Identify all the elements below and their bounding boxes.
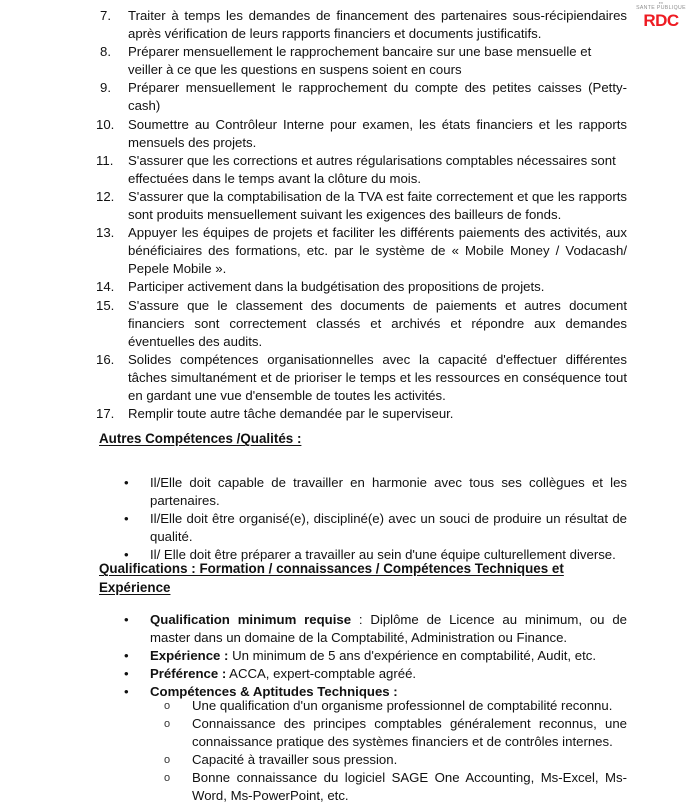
list-item-number: 17. [96,406,115,422]
list-item-number: 8. [100,44,111,60]
list-item [96,278,627,296]
list-item [100,43,627,79]
list-item-number: 14. [96,279,115,295]
sub-bullet-marker: o [164,772,171,785]
list-item [156,751,627,769]
list-item-number: 9. [100,80,111,96]
list-item [96,297,627,351]
list-item-text: Il/ Elle doit être préparer a travailler au sein d'une équipe culturellement diverse. [150,547,616,563]
list-item [118,510,627,546]
list-item-text: S'assure que le classement des documents de paiements et autres document financiers sont correctement classés et archivés et répondre aux demandes éventuelles des audits. [128,297,627,349]
list-item-number: 7. [100,8,111,23]
list-item-text [150,666,416,681]
list-item-text [150,648,596,663]
list-item-text: Soumettre au Contrôleur Interne pour examen, les états financiers et les rapports mensuels des projets. [128,116,627,150]
logo-country-code: RDC [643,10,679,30]
list-item [96,405,627,423]
list-item-number: 13. [96,225,115,241]
list-item-text: S'assurer que la comptabilisation de la TVA est faite correctement et que les rapports sont produits mensuellement suivant les exigences des bailleurs de fonds. [128,188,627,223]
list-item-rest: : Diplôme de Licence au minimum, ou de master dans un domaine de la Comptabilité, Administration ou Finance. [150,612,627,646]
bullet-marker: • [124,511,129,527]
list-item [118,647,627,665]
list-item-label: Qualification minimum requise [150,612,352,627]
list-item [96,351,627,405]
list-item [100,7,627,43]
list-item-number: 11. [96,152,114,168]
list-item-text: Solides compétences organisationnelles avec la capacité d'effectuer différentes tâches simultanément et de prioriser le temps et les ressources en conséquence tout en gardant une vue d'ensemble de toutes les activités. [128,351,627,403]
list-item-number: 12. [96,188,115,204]
list-item-text: Il/Elle doit capable de travailler en harmonie avec tous ses collègues et les partenaires. [150,475,627,509]
list-item [100,79,627,115]
list-item-number: 10. [96,116,115,132]
technical-skills-sub-bullet-list [156,697,627,806]
list-item-text: Remplir toute autre tâche demandée par le superviseur. [128,406,454,422]
list-item-number: 15. [96,297,115,313]
list-item-rest: ACCA, expert-comptable agréé. [226,666,417,682]
list-item [118,611,627,647]
list-item [96,188,627,224]
list-item [118,474,627,510]
bullet-marker: • [124,612,129,627]
list-item-text: Connaissance des principes comptables généralement reconnus, une connaissance pratique des systèmes financiers et de contrôles internes. [192,716,627,750]
section-heading-qualifications-line2: Expérience [99,579,171,595]
list-item [156,715,627,751]
list-item [96,116,627,152]
list-item-text: Participer activement dans la budgétisation des propositions de projets. [128,279,545,295]
sante-publique-rdc-logo [618,2,700,29]
list-item [156,769,627,805]
list-item-text: Bonne connaissance du logiciel SAGE One Accounting, Ms-Excel, Ms-Word, Ms-PowerPoint, etc. [192,770,627,804]
list-item-text: Appuyer les équipes de projets et faciliter les différents paiements des activités, aux bénéficiaires des formations, etc. par le système de « Mobile Money / Vodacash/ Pepele Mobile ». [128,225,627,277]
bullet-marker: • [124,684,129,700]
list-item-label: Préférence : [150,666,227,682]
bullet-marker: • [124,666,129,682]
section-heading-qualifications-line1: Qualifications : Formation / connaissances / Compétences Techniques et [99,561,564,576]
logo-tagline-small: en [658,1,664,5]
list-item-text: Une qualification d'un organisme professionnel de comptabilité reconnu. [192,698,613,713]
list-item [96,152,627,188]
list-item-text: Il/Elle doit être organisé(e), discipliné(e) avec un souci de produire un résultat de qualité. [150,511,627,545]
list-item-text: Capacité à travailler sous pression. [192,752,398,768]
autres-competences-bullet-list [118,474,627,564]
list-item-text: Traiter à temps les demandes de financement des partenaires sous-récipiendaires après vérification de leurs rapports financiers et documents justificatifs. [128,8,627,42]
responsibilities-numbered-list [96,7,627,423]
bullet-marker: • [124,475,129,490]
bullet-marker: • [124,547,129,563]
list-item [156,697,627,715]
section-heading-autres-competences: Autres Compétences /Qualités : [99,431,302,446]
qualifications-bullet-list [118,611,627,701]
section-heading-qualifications [99,560,628,597]
list-item-rest: Un minimum de 5 ans d'expérience en comptabilité, Audit, etc. [228,648,596,664]
sub-bullet-marker: o [164,718,171,731]
list-item [118,665,627,683]
list-item-label: Expérience : [150,648,229,664]
sub-bullet-marker: o [164,754,171,767]
list-item-text [150,612,627,645]
list-item [96,224,627,278]
list-item-number: 16. [96,351,115,367]
list-item-text: Préparer mensuellement le rapprochement bancaire sur une base mensuelle et veiller à ce que les questions en suspens soient en cours [128,44,592,78]
list-item-text: Préparer mensuellement le rapprochement du compte des petites caisses (Petty-cash) [128,80,627,114]
list-item-text: S'assurer que les corrections et autres régularisations comptables nécessaires sont effectuées dans le temps avant la clôture du mois. [128,152,616,186]
bullet-marker: • [124,648,129,664]
logo-org-name: SANTE PUBLIQUE [636,4,686,11]
list-item-label: Compétences & Aptitudes Techniques : [150,684,398,700]
sub-bullet-marker: o [164,700,171,712]
